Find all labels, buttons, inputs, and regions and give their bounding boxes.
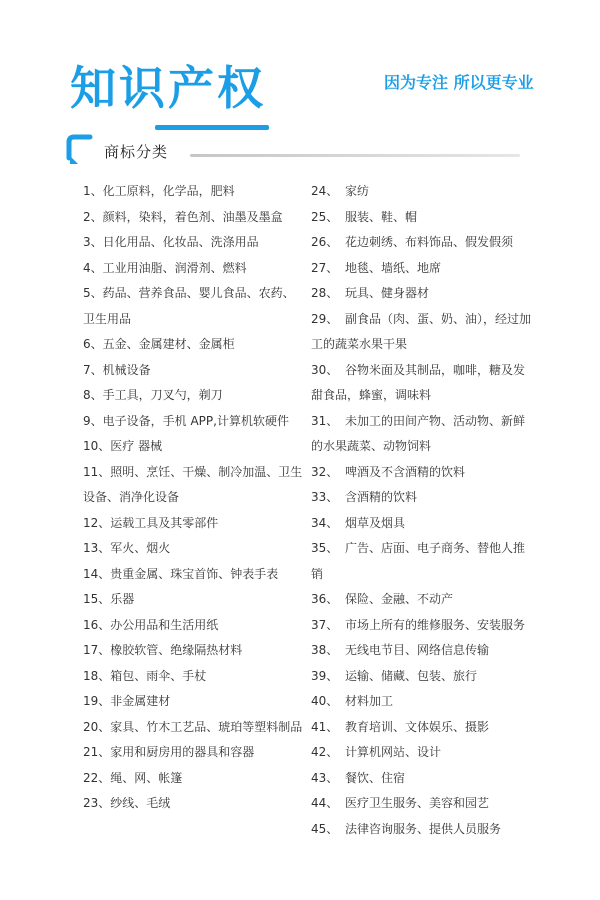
category-item xyxy=(311,638,533,664)
category-number: 30、 xyxy=(311,362,339,377)
category-number: 40、 xyxy=(311,694,339,708)
category-number: 4、 xyxy=(83,260,103,275)
category-number: 28、 xyxy=(311,286,339,300)
category-text: 含酒精的饮料 xyxy=(345,490,418,504)
category-number: 19、 xyxy=(83,694,111,708)
category-number: 6、 xyxy=(83,337,103,351)
category-number: 20、 xyxy=(83,719,111,734)
category-text: 玩具、健身器材 xyxy=(345,286,430,300)
category-number: 16、 xyxy=(83,617,111,632)
category-list-left xyxy=(83,179,305,817)
category-item xyxy=(311,511,533,537)
category-item xyxy=(83,740,305,766)
category-item xyxy=(311,460,533,486)
category-text: 材料加工 xyxy=(345,694,394,708)
category-item xyxy=(311,230,533,256)
category-number: 21、 xyxy=(83,745,111,759)
category-text: 啤酒及不含酒精的饮料 xyxy=(345,464,466,479)
category-item xyxy=(311,715,533,741)
corner-bracket-icon xyxy=(66,134,100,168)
category-text: 服装、鞋、帽 xyxy=(345,209,418,224)
category-text: 教育培训、文体娱乐、摄影 xyxy=(345,719,490,734)
category-text: 日化用品、化妆品、洗涤用品 xyxy=(102,235,259,249)
category-number: 7、 xyxy=(83,362,103,377)
category-item xyxy=(311,689,533,715)
category-text: 市场上所有的维修服务、安装服务 xyxy=(345,617,526,632)
category-text: 乐器 xyxy=(110,592,135,606)
category-text: 办公用品和生活用纸 xyxy=(110,617,219,632)
category-number: 38、 xyxy=(311,643,339,657)
category-text: 法律咨询服务、提供人员服务 xyxy=(345,821,502,836)
category-number: 13、 xyxy=(83,541,111,555)
category-number: 22、 xyxy=(83,770,111,785)
category-item xyxy=(311,817,533,843)
category-item xyxy=(83,511,305,537)
category-item xyxy=(311,664,533,690)
category-text: 橡胶软管、绝缘隔热材料 xyxy=(110,643,243,657)
category-item xyxy=(83,766,305,792)
category-text: 烟草及烟具 xyxy=(345,515,406,530)
category-item xyxy=(311,358,533,409)
category-item xyxy=(83,179,305,205)
category-number: 25、 xyxy=(311,209,339,224)
category-item xyxy=(83,460,305,511)
category-text: 电子设备，手机 APP,计算机软硬件 xyxy=(102,413,289,428)
category-text: 五金、金属建材、金属柜 xyxy=(102,337,235,351)
category-text: 花边刺绣、布料饰品、假发假须 xyxy=(345,235,514,249)
category-number: 11、 xyxy=(83,464,111,479)
category-number: 26、 xyxy=(311,235,339,249)
category-item xyxy=(83,383,305,409)
page-title: 知识产权 xyxy=(70,61,266,115)
category-item xyxy=(311,587,533,613)
category-item xyxy=(311,205,533,231)
category-text: 计算机网站、设计 xyxy=(345,745,442,759)
category-text: 手工具，刀叉勺，剃刀 xyxy=(102,388,223,402)
category-item xyxy=(311,409,533,460)
category-number: 8、 xyxy=(83,388,103,402)
category-list-right xyxy=(311,179,533,842)
category-text: 军火、烟火 xyxy=(110,541,171,555)
category-item xyxy=(83,358,305,384)
category-item xyxy=(83,715,305,741)
category-number: 36、 xyxy=(311,592,339,606)
category-text: 非金属建材 xyxy=(110,694,171,708)
category-item xyxy=(311,179,533,205)
category-number: 32、 xyxy=(311,464,339,479)
category-number: 3、 xyxy=(83,235,103,249)
category-item xyxy=(83,332,305,358)
category-number: 37、 xyxy=(311,617,339,632)
category-item xyxy=(311,613,533,639)
category-text: 纱线、毛绒 xyxy=(110,796,171,810)
category-number: 24、 xyxy=(311,184,339,198)
category-text: 无线电节目、网络信息传输 xyxy=(345,643,490,657)
category-text: 地毯、墙纸、地席 xyxy=(345,260,442,275)
category-number: 34、 xyxy=(311,515,339,530)
category-item xyxy=(83,536,305,562)
slogan: 因为专注 所以更专业 xyxy=(384,73,534,92)
category-text: 保险、金融、不动产 xyxy=(345,592,454,606)
category-number: 14、 xyxy=(83,566,111,581)
category-item xyxy=(83,205,305,231)
category-item xyxy=(83,664,305,690)
category-text: 颜料，染料，着色剂、油墨及墨盒 xyxy=(102,209,283,224)
category-number: 2、 xyxy=(83,209,103,224)
category-text: 工业用油脂、润滑剂、燃料 xyxy=(102,260,247,275)
category-text: 医疗 器械 xyxy=(110,439,163,453)
category-number: 23、 xyxy=(83,796,111,810)
category-item xyxy=(311,536,533,587)
category-text: 贵重金属、珠宝首饰、钟表手表 xyxy=(110,566,279,581)
category-item xyxy=(311,485,533,511)
category-text: 运载工具及其零部件 xyxy=(110,515,219,530)
section-divider xyxy=(190,154,520,157)
category-item xyxy=(311,791,533,817)
category-item xyxy=(83,587,305,613)
section-title: 商标分类 xyxy=(104,143,169,161)
category-number: 33、 xyxy=(311,490,339,504)
category-text: 绳、网、帐篷 xyxy=(110,770,183,785)
category-number: 1、 xyxy=(83,184,103,198)
category-number: 10、 xyxy=(83,439,111,453)
category-text: 箱包、雨伞、手杖 xyxy=(110,668,207,683)
category-item xyxy=(311,281,533,307)
category-text: 照明、烹饪、干燥、制冷加温、卫生设备、消净化设备 xyxy=(83,464,303,504)
category-text: 谷物米面及其制品，咖啡，糖及发甜食品，蜂蜜，调味料 xyxy=(311,362,526,402)
category-number: 12、 xyxy=(83,515,111,530)
category-number: 39、 xyxy=(311,668,339,683)
category-number: 15、 xyxy=(83,592,111,606)
category-number: 42、 xyxy=(311,745,339,759)
category-text: 运输、储藏、包装、旅行 xyxy=(345,668,478,683)
category-number: 27、 xyxy=(311,260,339,275)
category-text: 化工原料，化学品，肥料 xyxy=(102,184,235,198)
category-number: 43、 xyxy=(311,770,339,785)
category-item xyxy=(83,613,305,639)
category-item xyxy=(311,766,533,792)
title-underline xyxy=(155,125,269,130)
category-item xyxy=(83,562,305,588)
category-number: 45、 xyxy=(311,821,339,836)
category-number: 29、 xyxy=(311,311,339,326)
category-number: 31、 xyxy=(311,413,339,428)
category-item xyxy=(83,791,305,817)
category-item xyxy=(83,409,305,435)
category-text: 家用和厨房用的器具和容器 xyxy=(110,745,255,759)
category-text: 家纺 xyxy=(345,184,370,198)
category-item xyxy=(83,281,305,332)
category-item xyxy=(83,638,305,664)
category-item xyxy=(311,740,533,766)
section-header xyxy=(66,134,526,170)
category-number: 17、 xyxy=(83,643,111,657)
category-text: 机械设备 xyxy=(102,362,151,377)
category-text: 家具、竹木工艺品、琥珀等塑料制品 xyxy=(110,719,303,734)
header xyxy=(0,0,600,140)
category-item xyxy=(83,256,305,282)
category-item xyxy=(311,256,533,282)
category-number: 44、 xyxy=(311,796,339,810)
category-text: 未加工的田间产物、活动物、新鲜的水果蔬菜、动物饲料 xyxy=(311,413,526,453)
category-number: 5、 xyxy=(83,286,103,300)
category-number: 35、 xyxy=(311,541,339,555)
category-text: 药品、营养食品、婴儿食品、农药、卫生用品 xyxy=(83,286,295,326)
category-number: 18、 xyxy=(83,668,111,683)
category-text: 广告、店面、电子商务、替他人推销 xyxy=(311,541,526,581)
category-item xyxy=(83,689,305,715)
category-number: 9、 xyxy=(83,413,103,428)
category-text: 副食品（肉、蛋、奶、油），经过加工的蔬菜水果干果 xyxy=(311,311,532,351)
category-item xyxy=(311,307,533,358)
category-item xyxy=(83,230,305,256)
category-text: 餐饮、住宿 xyxy=(345,770,406,785)
category-number: 41、 xyxy=(311,719,339,734)
category-item xyxy=(83,434,305,460)
category-text: 医疗卫生服务、美容和园艺 xyxy=(345,796,490,810)
